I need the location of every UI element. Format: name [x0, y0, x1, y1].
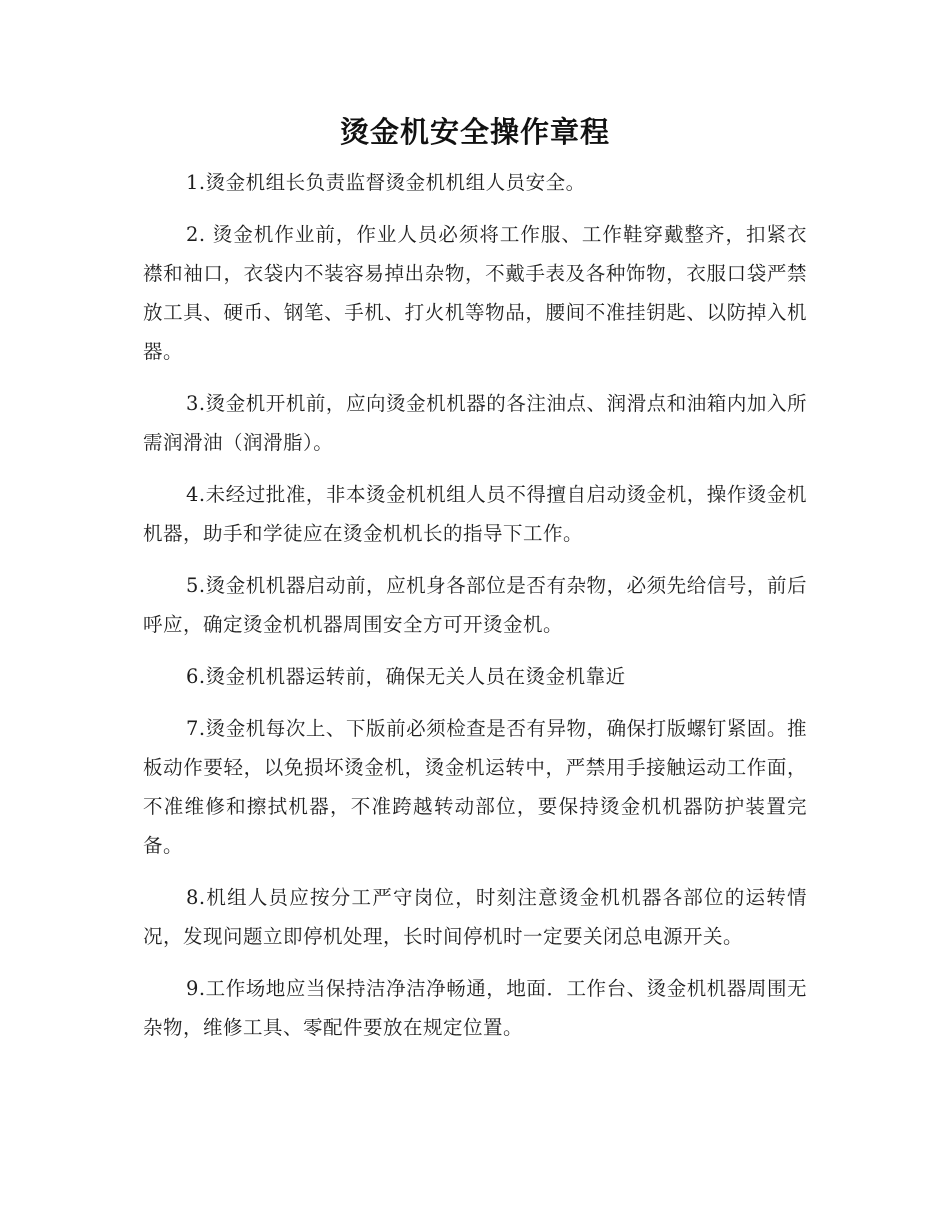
paragraph-1: 1.烫金机组长负责监督烫金机机组人员安全。 — [186, 171, 586, 194]
paragraph-2: 2. 烫金机作业前，作业人员必须将工作服、工作鞋穿戴整齐，扣紧衣襟和袖口，衣袋内不装容易掉出杂物，不戴手表及各种饰物，衣服口袋严禁放工具、硬币、钢笔、手机、打火机等物品，腰间不准挂钥匙、以防掉入机器。 — [143, 223, 807, 363]
paragraph-8: 8.机组人员应按分工严守岗位，时刻注意烫金机机器各部位的运转情况，发现问题立即停机处理，长时间停机时一定要关闭总电源开关。 — [143, 886, 807, 948]
document-title: 烫金机安全操作章程 — [339, 115, 610, 149]
paragraph-6: 6.烫金机机器运转前，确保无关人员在烫金机靠近 — [186, 665, 626, 688]
paragraph-7: 7.烫金机每次上、下版前必须检查是否有异物，确保打版螺钉紧固。推板动作要轻，以免损坏烫金机，烫金机运转中，严禁用手接触运动工作面，不准维修和擦拭机器，不准跨越转动部位，要保持烫金机机器防护装置完备。 — [143, 717, 807, 857]
paragraph-4: 4.未经过批准，非本烫金机机组人员不得擅自启动烫金机，操作烫金机机器，助手和学徒应在烫金机机长的指导下工作。 — [143, 483, 807, 545]
document-body — [143, 163, 807, 1060]
paragraph-3: 3.烫金机开机前，应向烫金机机器的各注油点、润滑点和油箱内加入所需润滑油（润滑脂）。 — [143, 392, 807, 454]
paragraph-5: 5.烫金机机器启动前，应机身各部位是否有杂物，必须先给信号，前后呼应，确定烫金机机器周围安全方可开烫金机。 — [143, 574, 807, 636]
paragraph-9: 9.工作场地应当保持洁净洁净畅通，地面．工作台、烫金机机器周围无杂物，维修工具、零配件要放在规定位置。 — [143, 977, 807, 1039]
